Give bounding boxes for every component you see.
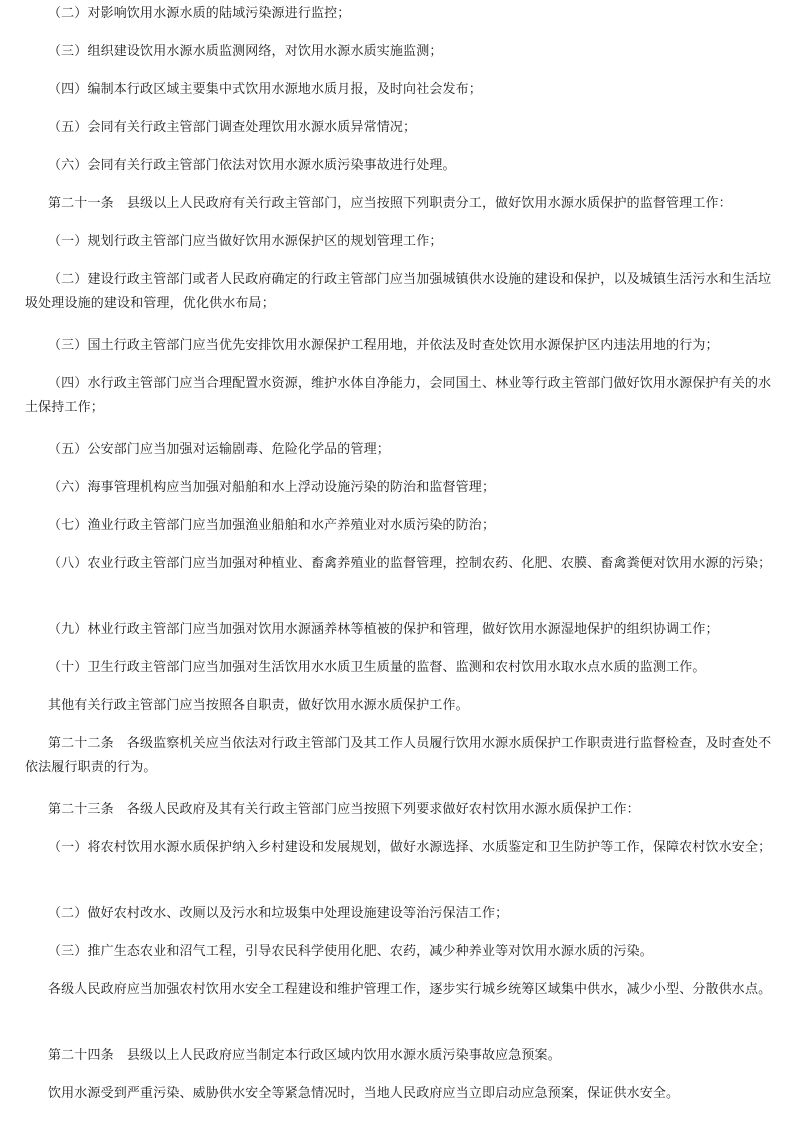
paragraph-item-8-2: （八）农业行政主管部门应当加强对种植业、畜禽养殖业的监督管理，控制农药、化肥、农膜、畜禽粪便对饮用水源的污染； (48, 556, 772, 571)
paragraph-other-departments: 其他有关行政主管部门应当按照各自职责，做好饮用水源水质保护工作。 (48, 698, 469, 713)
paragraph-rural-water: 各级人民政府应当加强农村饮用水安全工程建设和维护管理工作，逐步实行城乡统筹区域集中供水，减少小型、分散供水点。 (48, 982, 772, 997)
paragraph-item-3-1: （三）组织建设饮用水源水质监测网络，对饮用水源水质实施监测； (48, 44, 443, 59)
paragraph-item-5-1: （五）会同有关行政主管部门调查处理饮用水源水质异常情况； (48, 120, 417, 135)
article-21: 第二十一条 县级以上人民政府有关行政主管部门，应当按照下列职责分工，做好饮用水源水质保护的监督管理工作： (48, 196, 732, 211)
paragraph-item-9-2: （九）林业行政主管部门应当加强对饮用水源涵养林等植被的保护和管理，做好饮用水源湿地保护的组织协调工作； (48, 622, 719, 637)
paragraph-item-6-1: （六）会同有关行政主管部门依法对饮用水源水质污染事故进行处理。 (48, 158, 456, 173)
paragraph-item-2-2: （二）建设行政主管部门或者人民政府确定的行政主管部门应当加强城镇供水设施的建设和保护，以及城镇生活污水和生活垃圾处理设施的建设和管理，优化供水布局； (25, 272, 772, 311)
paragraph-item-10-2: （十）卫生行政主管部门应当加强对生活饮用水水质卫生质量的监督、监测和农村饮用水取水点水质的监测工作。 (48, 660, 706, 675)
paragraph-item-1-3: （一）将农村饮用水源水质保护纳入乡村建设和发展规划，做好水源选择、水质鉴定和卫生防护等工作，保障农村饮水安全； (48, 840, 772, 855)
paragraph-item-4-1: （四）编制本行政区域主要集中式饮用水源地水质月报，及时向社会发布； (48, 82, 482, 97)
paragraph-item-3-3: （三）推广生态农业和沼气工程，引导农民科学使用化肥、农药，减少种养业等对饮用水源水质的污染。 (48, 944, 653, 959)
paragraph-item-4-2: （四）水行政主管部门应当合理配置水资源，维护水体自净能力，会同国土、林业等行政主管部门做好饮用水源保护有关的水土保持工作； (25, 376, 772, 415)
article-24: 第二十四条 县级以上人民政府应当制定本行政区域内饮用水源水质污染事故应急预案。 (48, 1048, 561, 1063)
paragraph-item-2-1: （二）对影响饮用水源水质的陆域污染源进行监控； (48, 6, 351, 21)
article-22: 第二十二条 各级监察机关应当依法对行政主管部门及其工作人员履行饮用水源水质保护工作职责进行监督检查，及时查处不依法履行职责的行为。 (25, 736, 772, 775)
paragraph-item-5-2: （五）公安部门应当加强对运输剧毒、危险化学品的管理； (48, 442, 390, 457)
article-23: 第二十三条 各级人民政府及其有关行政主管部门应当按照下列要求做好农村饮用水源水质保护工作： (48, 802, 640, 817)
paragraph-item-6-2: （六）海事管理机构应当加强对船舶和水上浮动设施污染的防治和监督管理； (48, 480, 496, 495)
paragraph-emergency: 饮用水源受到严重污染、威胁供水安全等紧急情况时，当地人民政府应当立即启动应急预案，保证供水安全。 (48, 1086, 680, 1101)
paragraph-item-7-2: （七）渔业行政主管部门应当加强渔业船舶和水产养殖业对水质污染的防治； (48, 518, 496, 533)
paragraph-item-3-2: （三）国土行政主管部门应当优先安排饮用水源保护工程用地，并依法及时查处饮用水源保护区内违法用地的行为； (48, 338, 719, 353)
paragraph-item-1-2: （一）规划行政主管部门应当做好饮用水源保护区的规划管理工作； (48, 234, 443, 249)
paragraph-item-2-3: （二）做好农村改水、改厕以及污水和垃圾集中处理设施建设等治污保洁工作； (48, 906, 509, 921)
